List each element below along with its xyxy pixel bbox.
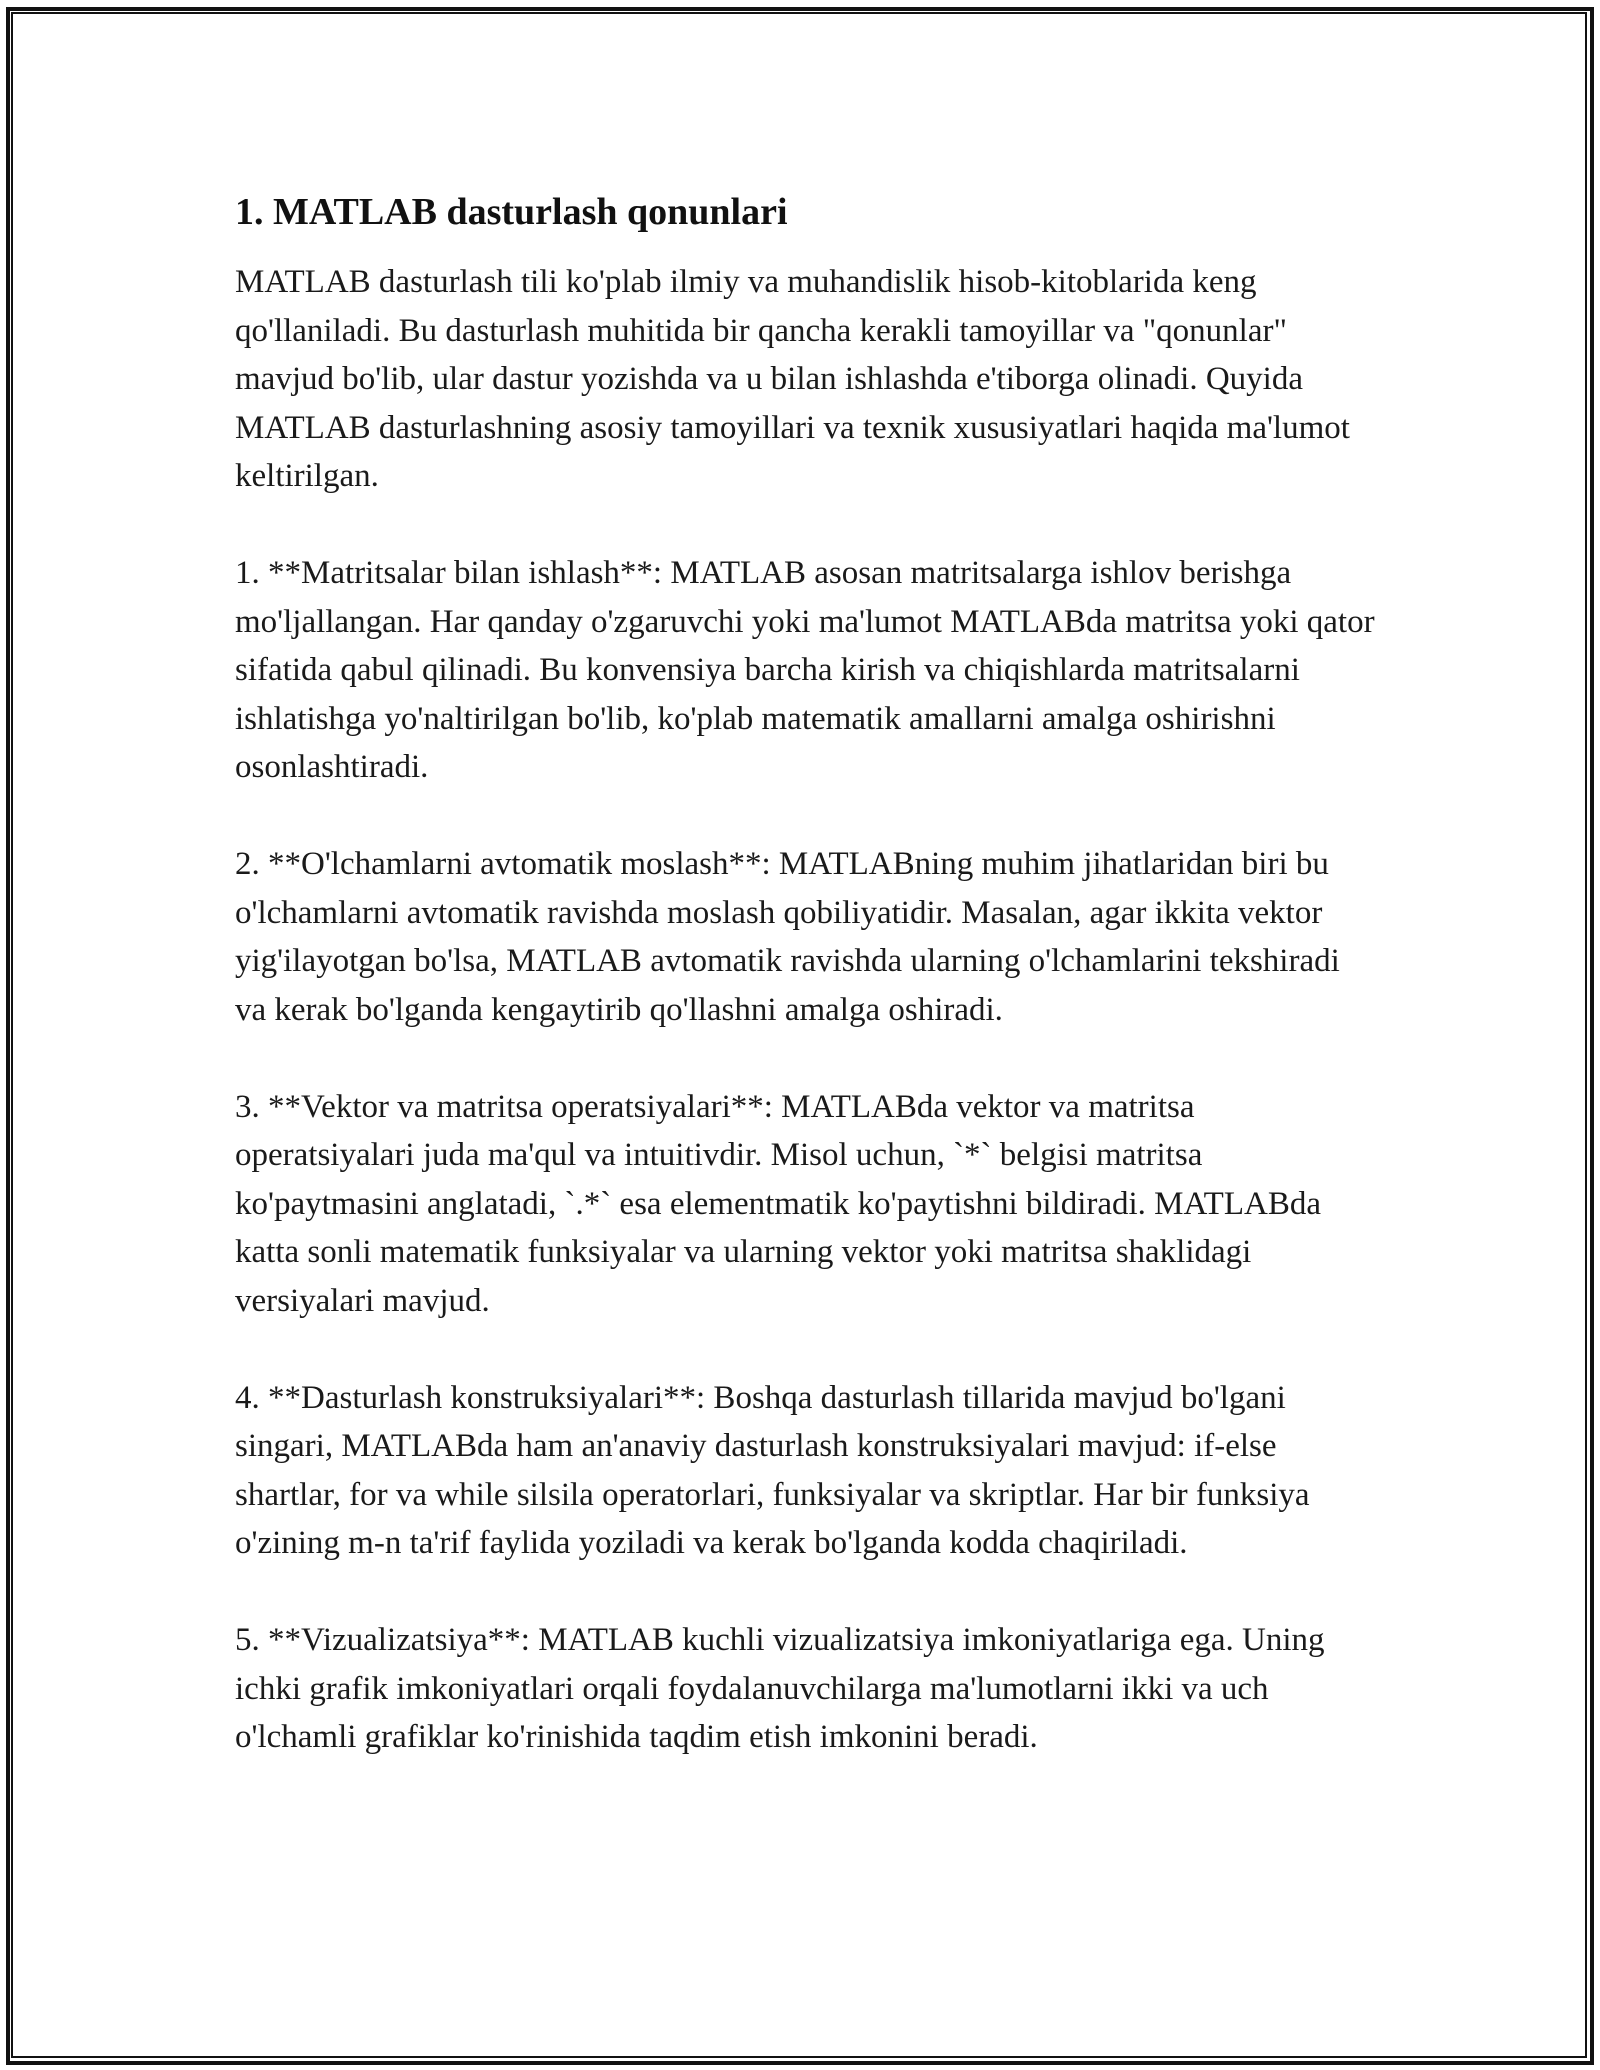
document-body <box>235 188 1375 1810</box>
list-item-2: 2. **O'lchamlarni avtomatik moslash**: MATLABning muhim jihatlaridan biri bu o'lchamlarni avtomatik ravishda moslash qobiliyatidir. Masalan, agar ikkita vektor yig'ilayotgan bo'lsa, MATLAB avtomatik ravishda ularning o'lchamlarini tekshiradi va kerak bo'lganda kengaytirib qo'llashni amalga oshiradi. <box>235 846 1340 1028</box>
list-item-4: 4. **Dasturlash konstruksiyalari**: Boshqa dasturlash tillarida mavjud bo'lgani singari, MATLABda ham an'anaviy dasturlash konstruksiyalari mavjud: if-else shartlar, for va while silsila operatorlari, funksiyalar va skriptlar. Har bir funksiya o'zining m-n ta'rif faylida yoziladi va kerak bo'lganda kodda chaqiriladi. <box>235 1379 1310 1561</box>
list-item-5: 5. **Vizualizatsiya**: MATLAB kuchli vizualizatsiya imkoniyatlariga ega. Uning ichki grafik imkoniyatlari orqali foydalanuvchilarga ma'lumotlarni ikki va uch o'lchamli grafiklar ko'rinishida taqdim etish imkonini beradi. <box>235 1622 1325 1755</box>
list-item-3: 3. **Vektor va matritsa operatsiyalari**: MATLABda vektor va matritsa operatsiyalari juda ma'qul va intuitivdir. Misol uchun, `*` belgisi matritsa ko'paytmasini anglatadi, `.*` esa elementmatik ko'paytishni bildiradi. MATLABda katta sonli matematik funksiyalar va ularning vektor yoki matritsa shaklidagi versiyalari mavjud. <box>235 1088 1321 1319</box>
document-title: 1. MATLAB dasturlash qonunlari <box>235 191 788 233</box>
list-item-1: 1. **Matritsalar bilan ishlash**: MATLAB asosan matritsalarga ishlov berishga mo'ljallangan. Har qanday o'zgaruvchi yoki ma'lumot MATLABda matritsa yoki qator sifatida qabul qilinadi. Bu konvensiya barcha kirish va chiqishlarda matritsalarni ishlatishga yo'naltirilgan bo'lib, ko'plab matematik amallarni amalga oshirishni osonlashtiradi. <box>235 555 1375 785</box>
intro-paragraph: MATLAB dasturlash tili ko'plab ilmiy va muhandislik hisob-kitoblarida keng qo'llaniladi. Bu dasturlash muhitida bir qancha kerakli tamoyillar va "qonunlar" mavjud bo'lib, ular dastur yozishda va u bilan ishlashda e'tiborga olinadi. Quyida MATLAB dasturlashning asosiy tamoyillari va texnik xususiyatlari haqida ma'lumot keltirilgan. <box>235 264 1350 494</box>
